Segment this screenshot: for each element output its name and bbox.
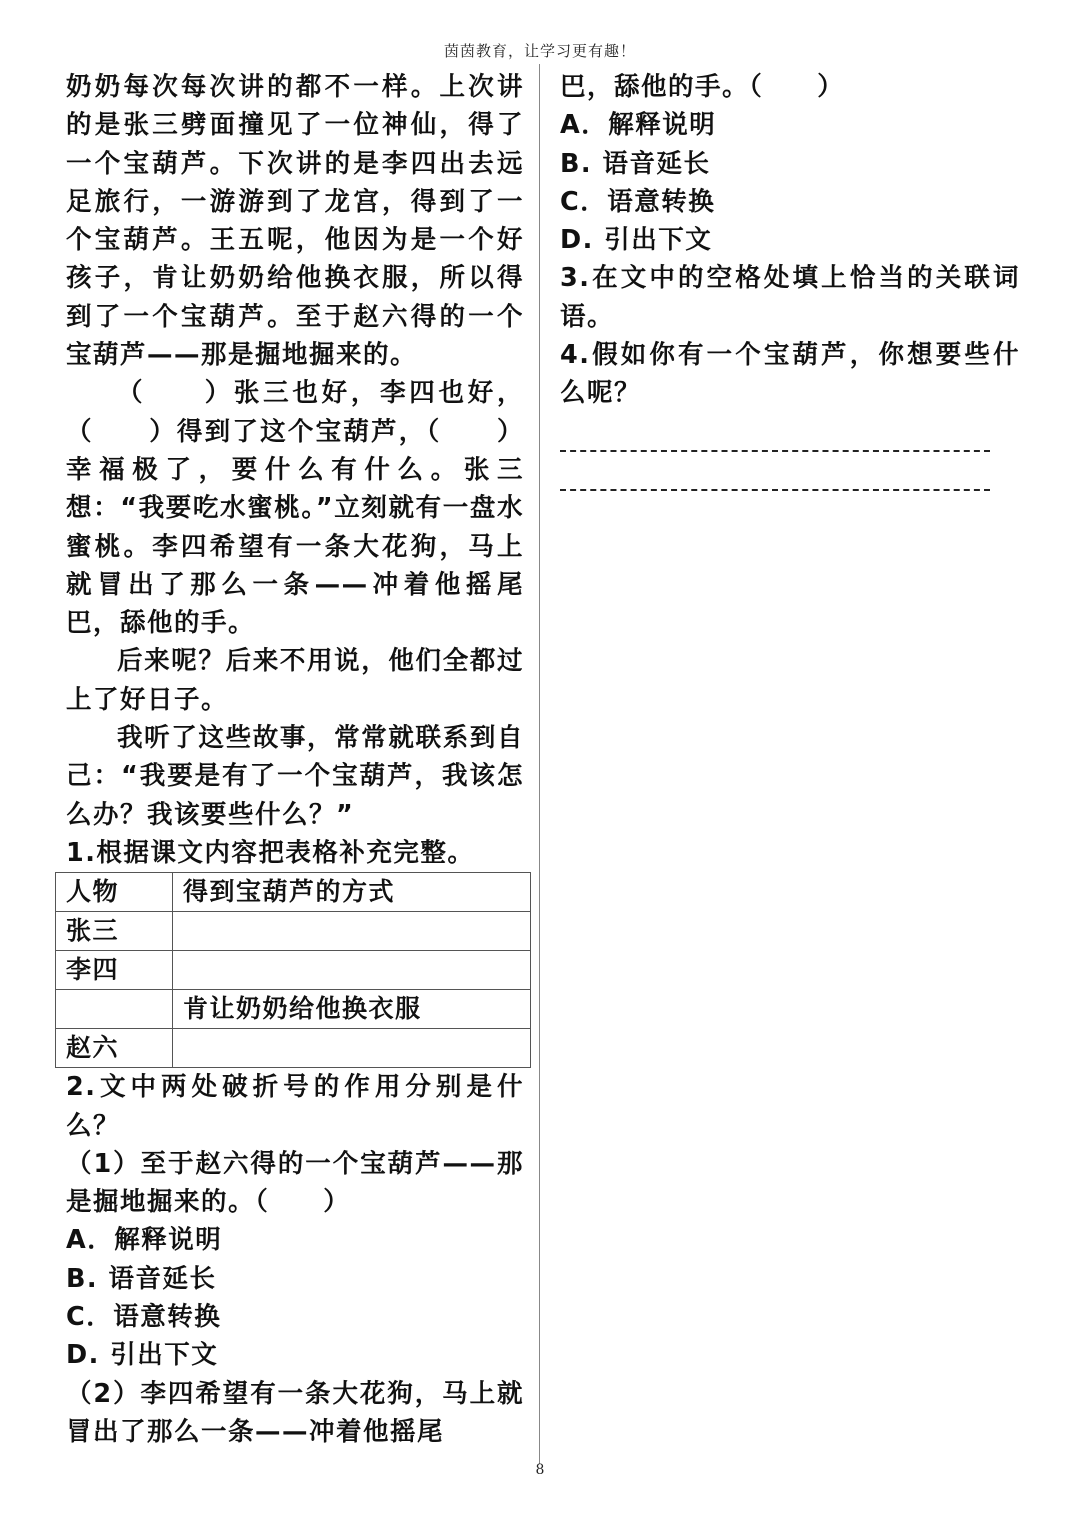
question-2-title: 2.文中两处破折号的作用分别是什么？ — [66, 1072, 524, 1141]
table-cell-blank[interactable] — [56, 990, 173, 1029]
option-c[interactable]: C．语意转换 — [66, 1302, 222, 1333]
right-column — [560, 68, 1020, 491]
answer-blank-line[interactable] — [560, 463, 990, 491]
table-cell: 肯让奶奶给他换衣服 — [173, 990, 531, 1029]
question-3: 3.在文中的空格处填上恰当的关联词语。 — [560, 263, 1020, 332]
table-row — [56, 912, 531, 951]
table-cell: 赵六 — [56, 1029, 173, 1068]
option-d[interactable]: D. 引出下文 — [66, 1340, 219, 1371]
table-cell-blank[interactable] — [173, 912, 531, 951]
passage-paragraph-4: 我听了这些故事，常常就联系到自己：“我要是有了一个宝葫芦，我该怎么办？我该要些什么？” — [66, 723, 524, 830]
table-cell-blank[interactable] — [173, 951, 531, 990]
left-column — [66, 68, 524, 1451]
table-header-cell: 得到宝葫芦的方式 — [173, 873, 531, 912]
table-cell: 张三 — [56, 912, 173, 951]
page-number: 8 — [535, 1462, 545, 1478]
option-b[interactable]: B. 语音延长 — [66, 1263, 217, 1294]
option-a[interactable]: A．解释说明 — [560, 110, 717, 141]
page-header: 茵茵教育，让学习更有趣！ — [443, 42, 636, 60]
passage-paragraph-2: （ ）张三也好，李四也好，（ ）得到了这个宝葫芦，（ ）幸福极了，要什么有什么。张三想：“我要吃水蜜桃。”立刻就有一盘水蜜桃。李四希望有一条大花狗，马上就冒出了那么一条——冲着他摇尾巴，舔他的手。 — [66, 378, 524, 639]
question-2-sub-2-continued: 巴，舔他的手。（ ） — [560, 72, 845, 102]
table-row — [56, 990, 531, 1029]
question-1-title: 1.根据课文内容把表格补充完整。 — [66, 837, 475, 868]
table-header-cell: 人物 — [56, 873, 173, 912]
question-2-sub-2: （2）李四希望有一条大花狗，马上就冒出了那么一条——冲着他摇尾 — [66, 1378, 524, 1447]
table-row — [56, 1029, 531, 1068]
question-2-sub-1: （1）至于赵六得的一个宝葫芦——那是掘地掘来的。（ ） — [66, 1148, 524, 1218]
passage-paragraph-1: 奶奶每次每次讲的都不一样。上次讲的是张三劈面撞见了一位神仙，得了一个宝葫芦。下次讲的是李四出去远足旅行，一游游到了龙宫，得到了一个宝葫芦。王五呢，他因为是一个好孩子，肯让奶奶给他换衣服，所以得到了一个宝葫芦。至于赵六得的一个宝葫芦——那是掘地掘来的。 — [66, 72, 524, 371]
option-d[interactable]: D. 引出下文 — [560, 225, 713, 256]
table-cell: 李四 — [56, 951, 173, 990]
answer-table — [55, 872, 531, 1068]
passage-paragraph-3: 后来呢？后来不用说，他们全都过上了好日子。 — [66, 646, 524, 715]
answer-blank-line[interactable] — [560, 424, 990, 452]
table-row — [56, 951, 531, 990]
option-b[interactable]: B. 语音延长 — [560, 148, 711, 179]
column-divider — [539, 64, 540, 1464]
option-a[interactable]: A．解释说明 — [66, 1225, 223, 1256]
table-header-row — [56, 873, 531, 912]
question-4: 4.假如你有一个宝葫芦，你想要些什么呢？ — [560, 340, 1020, 409]
table-cell-blank[interactable] — [173, 1029, 531, 1068]
option-c[interactable]: C．语意转换 — [560, 186, 716, 217]
